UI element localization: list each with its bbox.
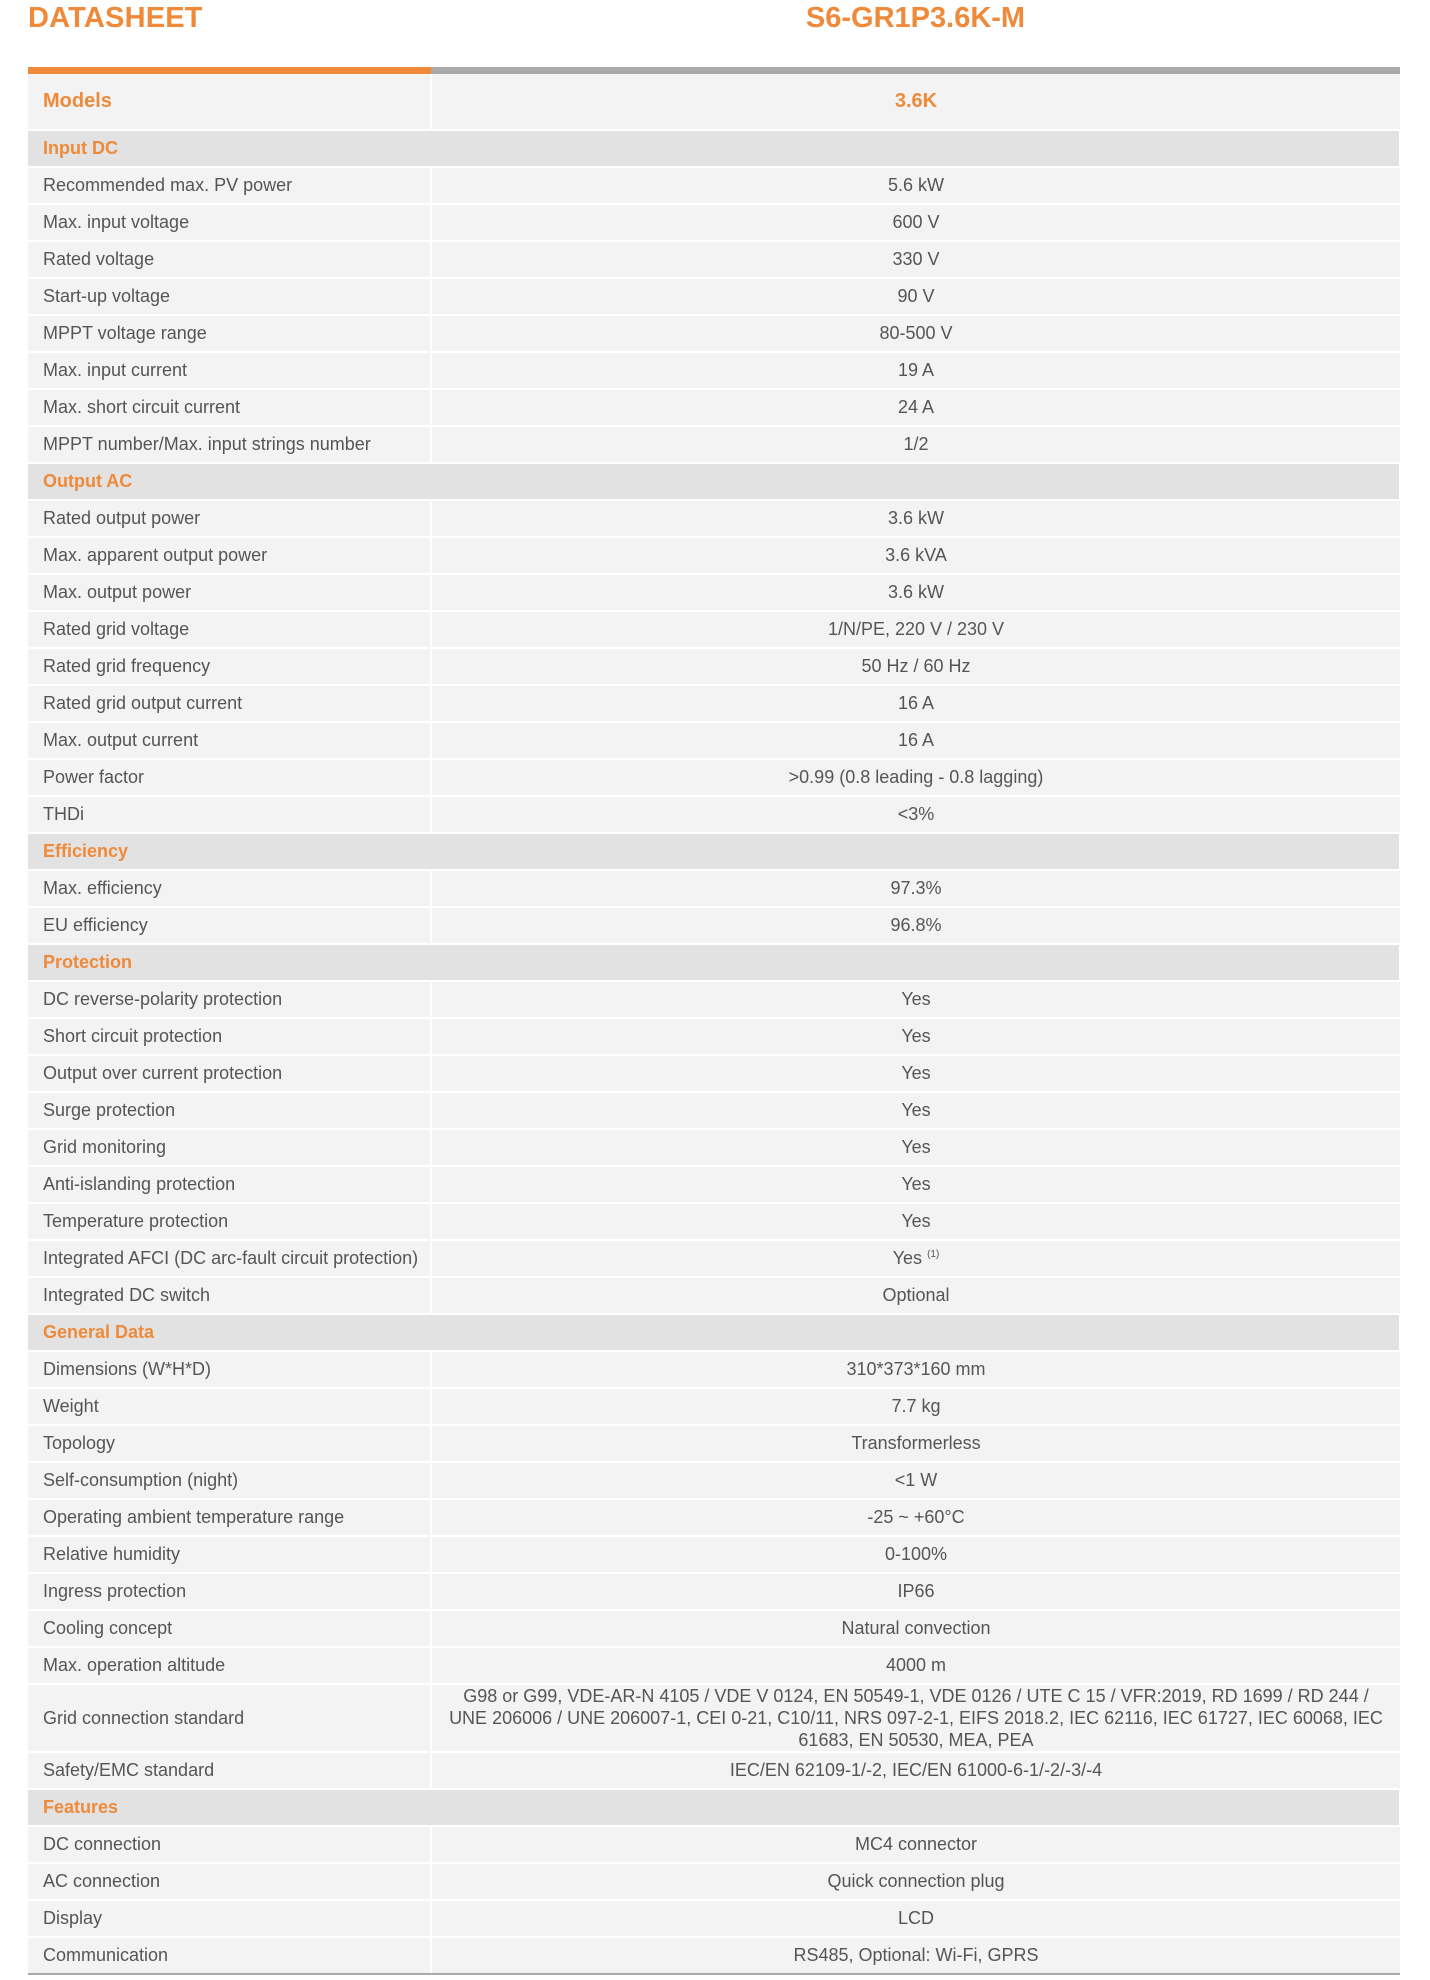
spec-value: 24 A	[431, 389, 1400, 426]
spec-label: Max. input voltage	[28, 204, 431, 241]
spec-label: Anti-islanding protection	[28, 1166, 431, 1203]
spec-row	[28, 537, 1400, 574]
spec-row	[28, 241, 1400, 278]
spec-row	[28, 1277, 1400, 1314]
spec-label: DC reverse-polarity protection	[28, 981, 431, 1018]
spec-row	[28, 611, 1400, 648]
spec-row	[28, 1752, 1400, 1789]
section-title: Efficiency	[28, 833, 1400, 870]
spec-row	[28, 759, 1400, 796]
section-title: General Data	[28, 1314, 1400, 1351]
spec-value: Yes	[431, 1055, 1400, 1092]
spec-value: Natural convection	[431, 1610, 1400, 1647]
spec-row	[28, 315, 1400, 352]
spec-value: 3.6 kVA	[431, 537, 1400, 574]
spec-value: IEC/EN 62109-1/-2, IEC/EN 61000-6-1/-2/-3/-4	[431, 1752, 1400, 1789]
spec-value: Yes	[431, 1092, 1400, 1129]
spec-row	[28, 1388, 1400, 1425]
spec-label: EU efficiency	[28, 907, 431, 944]
spec-label: Grid monitoring	[28, 1129, 431, 1166]
spec-label: Cooling concept	[28, 1610, 431, 1647]
spec-value: 4000 m	[431, 1647, 1400, 1684]
spec-label: Grid connection standard	[28, 1684, 431, 1752]
spec-label: Start-up voltage	[28, 278, 431, 315]
spec-label: Dimensions (W*H*D)	[28, 1351, 431, 1388]
spec-value: MC4 connector	[431, 1826, 1400, 1863]
spec-row	[28, 1351, 1400, 1388]
models-row	[28, 74, 1400, 130]
header-rule-accent	[28, 67, 431, 74]
spec-row	[28, 981, 1400, 1018]
spec-label: Self-consumption (night)	[28, 1462, 431, 1499]
spec-row	[28, 278, 1400, 315]
spec-row	[28, 1826, 1400, 1863]
section-title: Input DC	[28, 130, 1400, 167]
spec-value: <3%	[431, 796, 1400, 833]
spec-label: MPPT voltage range	[28, 315, 431, 352]
spec-table	[28, 74, 1401, 1975]
spec-row	[28, 1499, 1400, 1536]
spec-row	[28, 1937, 1400, 1974]
spec-value: Yes	[431, 1129, 1400, 1166]
spec-row	[28, 1203, 1400, 1240]
spec-value: 5.6 kW	[431, 167, 1400, 204]
spec-label: Safety/EMC standard	[28, 1752, 431, 1789]
spec-value: G98 or G99, VDE-AR-N 4105 / VDE V 0124, EN 50549-1, VDE 0126 / UTE C 15 / VFR:2019, RD 1699 / RD 244 / UNE 206006 / UNE 206007-1, CEI 0-21, C10/11, NRS 097-2-1, EIFS 2018.2, IEC 62116, IEC 61727, IEC 60068, IEC 61683, EN 50530, MEA, PEA	[431, 1684, 1400, 1752]
spec-value: Quick connection plug	[431, 1863, 1400, 1900]
spec-row	[28, 1900, 1400, 1937]
spec-value: Transformerless	[431, 1425, 1400, 1462]
spec-value: 80-500 V	[431, 315, 1400, 352]
spec-row	[28, 167, 1400, 204]
spec-value-text: Yes	[892, 1248, 923, 1268]
spec-label: Display	[28, 1900, 431, 1937]
section-title: Features	[28, 1789, 1400, 1826]
spec-row	[28, 1166, 1400, 1203]
spec-label: Communication	[28, 1937, 431, 1974]
spec-label: Max. output current	[28, 722, 431, 759]
spec-value: 310*373*160 mm	[431, 1351, 1400, 1388]
spec-value: Yes	[431, 1203, 1400, 1240]
spec-row	[28, 685, 1400, 722]
spec-value	[431, 1240, 1400, 1277]
datasheet-label: DATASHEET	[28, 2, 203, 34]
spec-row	[28, 1018, 1400, 1055]
section-header-row	[28, 1314, 1400, 1351]
spec-value: IP66	[431, 1573, 1400, 1610]
spec-label: Weight	[28, 1388, 431, 1425]
section-header-row	[28, 463, 1400, 500]
models-label: Models	[28, 74, 431, 130]
spec-row	[28, 1573, 1400, 1610]
spec-row	[28, 1092, 1400, 1129]
spec-value: 3.6 kW	[431, 574, 1400, 611]
spec-value: 16 A	[431, 685, 1400, 722]
spec-label: MPPT number/Max. input strings number	[28, 426, 431, 463]
spec-row	[28, 1536, 1400, 1573]
spec-value: RS485, Optional: Wi-Fi, GPRS	[431, 1937, 1400, 1974]
spec-value: -25 ~ +60°C	[431, 1499, 1400, 1536]
spec-label: THDi	[28, 796, 431, 833]
spec-label: Rated grid voltage	[28, 611, 431, 648]
spec-label: Rated grid frequency	[28, 648, 431, 685]
spec-label: Rated output power	[28, 500, 431, 537]
spec-value: 96.8%	[431, 907, 1400, 944]
section-header-row	[28, 944, 1400, 981]
spec-label: Ingress protection	[28, 1573, 431, 1610]
spec-label: Short circuit protection	[28, 1018, 431, 1055]
spec-row	[28, 722, 1400, 759]
spec-label: Rated voltage	[28, 241, 431, 278]
section-title: Output AC	[28, 463, 1400, 500]
spec-value: 1/N/PE, 220 V / 230 V	[431, 611, 1400, 648]
spec-row	[28, 389, 1400, 426]
section-title: Protection	[28, 944, 1400, 981]
spec-value: Yes	[431, 981, 1400, 1018]
spec-label: AC connection	[28, 1863, 431, 1900]
spec-value: 0-100%	[431, 1536, 1400, 1573]
spec-label: Topology	[28, 1425, 431, 1462]
spec-label: DC connection	[28, 1826, 431, 1863]
spec-label: Max. efficiency	[28, 870, 431, 907]
spec-row	[28, 204, 1400, 241]
spec-table-body	[28, 74, 1400, 1974]
spec-label: Power factor	[28, 759, 431, 796]
spec-row	[28, 648, 1400, 685]
spec-label: Relative humidity	[28, 1536, 431, 1573]
spec-value: 50 Hz / 60 Hz	[431, 648, 1400, 685]
spec-value: 97.3%	[431, 870, 1400, 907]
spec-label: Surge protection	[28, 1092, 431, 1129]
spec-value: Optional	[431, 1277, 1400, 1314]
spec-value: 19 A	[431, 352, 1400, 389]
spec-row	[28, 426, 1400, 463]
spec-row	[28, 1055, 1400, 1092]
section-header-row	[28, 130, 1400, 167]
header-rule-gray	[431, 67, 1400, 74]
spec-row	[28, 1684, 1400, 1752]
spec-row	[28, 1610, 1400, 1647]
spec-value: 1/2	[431, 426, 1400, 463]
spec-label: Max. operation altitude	[28, 1647, 431, 1684]
spec-value: <1 W	[431, 1462, 1400, 1499]
spec-row	[28, 352, 1400, 389]
spec-label: Output over current protection	[28, 1055, 431, 1092]
spec-label: Max. short circuit current	[28, 389, 431, 426]
spec-row	[28, 1240, 1400, 1277]
section-header-row	[28, 833, 1400, 870]
spec-row	[28, 1647, 1400, 1684]
spec-label: Integrated AFCI (DC arc-fault circuit protection)	[28, 1240, 431, 1277]
spec-value: Yes	[431, 1018, 1400, 1055]
spec-label: Operating ambient temperature range	[28, 1499, 431, 1536]
spec-row	[28, 1425, 1400, 1462]
spec-value: 330 V	[431, 241, 1400, 278]
spec-row	[28, 1863, 1400, 1900]
spec-label: Recommended max. PV power	[28, 167, 431, 204]
spec-row	[28, 796, 1400, 833]
spec-value: 90 V	[431, 278, 1400, 315]
spec-label: Max. output power	[28, 574, 431, 611]
spec-row	[28, 1462, 1400, 1499]
spec-row	[28, 1129, 1400, 1166]
spec-row	[28, 500, 1400, 537]
footnote-marker: (1)	[927, 1249, 940, 1260]
spec-label: Rated grid output current	[28, 685, 431, 722]
spec-label: Temperature protection	[28, 1203, 431, 1240]
spec-row	[28, 870, 1400, 907]
spec-row	[28, 574, 1400, 611]
spec-label: Max. apparent output power	[28, 537, 431, 574]
datasheet-header	[28, 0, 1400, 66]
spec-value: >0.99 (0.8 leading - 0.8 lagging)	[431, 759, 1400, 796]
model-code-title: S6-GR1P3.6K-M	[805, 2, 1026, 34]
spec-value: Yes	[431, 1166, 1400, 1203]
header-rule	[28, 67, 1400, 74]
spec-label: Integrated DC switch	[28, 1277, 431, 1314]
spec-row	[28, 907, 1400, 944]
section-header-row	[28, 1789, 1400, 1826]
spec-value: 600 V	[431, 204, 1400, 241]
spec-value: LCD	[431, 1900, 1400, 1937]
spec-value: 16 A	[431, 722, 1400, 759]
spec-value: 7.7 kg	[431, 1388, 1400, 1425]
spec-value: 3.6 kW	[431, 500, 1400, 537]
spec-label: Max. input current	[28, 352, 431, 389]
models-value: 3.6K	[431, 74, 1400, 130]
